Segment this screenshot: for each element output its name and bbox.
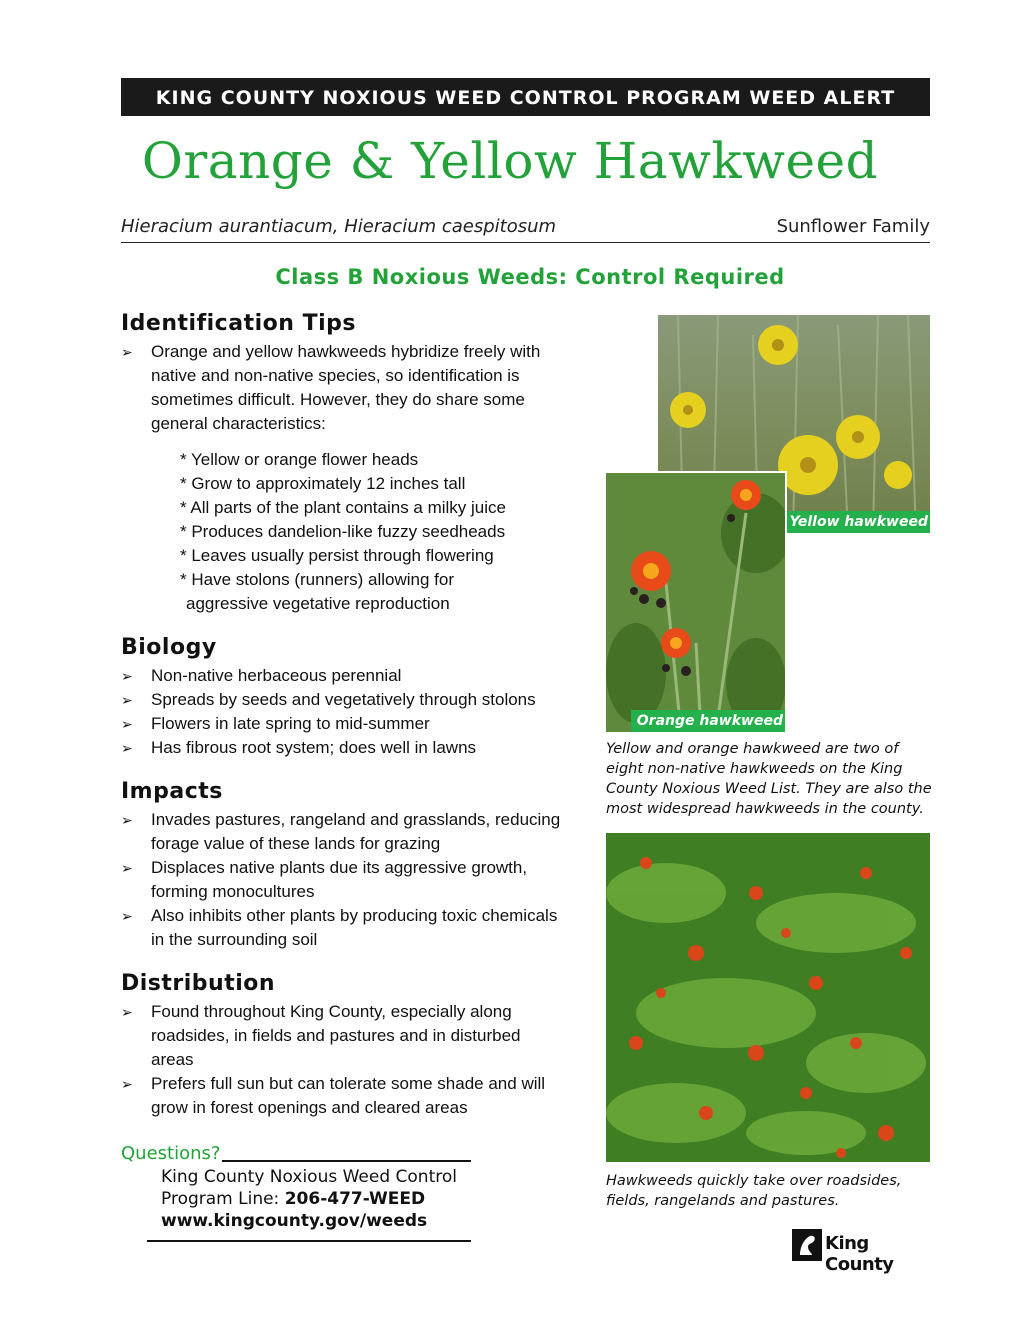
arrow-bullet-icon: ➢ xyxy=(121,692,133,708)
header-divider xyxy=(121,242,930,243)
distribution-list xyxy=(121,1000,561,1120)
list-item: * Leaves usually persist through flowering xyxy=(180,546,494,565)
list-item: aggressive vegetative reproduction xyxy=(186,594,450,613)
contact-block xyxy=(161,1166,457,1232)
list-item: * Grow to approximately 12 inches tall xyxy=(180,474,466,493)
list-item: ➢ Prefers full sun but can tolerate some shade and will grow in forest openings and cleared areas xyxy=(121,1074,546,1117)
list-item: ➢ Found throughout King County, especially along roadsides, in fields and pastures and in disturbed areas xyxy=(121,1002,521,1069)
page-title: Orange & Yellow Hawkweed xyxy=(141,132,879,190)
contact-phone: 206-477-WEED xyxy=(284,1189,426,1209)
list-item: ➢ Flowers in late spring to mid-summer xyxy=(121,712,581,736)
arrow-bullet-icon: ➢ xyxy=(121,860,133,876)
list-item: ➢ Has fibrous root system; does well in lawns xyxy=(121,736,581,760)
arrow-bullet-icon: ➢ xyxy=(121,812,133,828)
biology-heading: Biology xyxy=(121,635,217,660)
contact-url[interactable]: www.kingcounty.gov/weeds xyxy=(161,1211,428,1231)
arrow-bullet-icon: ➢ xyxy=(121,908,133,924)
list-item: * Produces dandelion-like fuzzy seedheads xyxy=(180,522,506,541)
list-item: ➢ Invades pastures, rangeland and grasslands, reducing forage value of these lands for grazing xyxy=(121,810,561,853)
scientific-name: Hieracium aurantiacum, Hieracium caespitosum xyxy=(121,216,557,237)
contact-phone-line: Program Line: 206-477-WEED xyxy=(161,1189,426,1209)
questions-rule xyxy=(222,1160,471,1162)
distribution-heading: Distribution xyxy=(121,971,276,996)
list-item: ➢ Also inhibits other plants by producing toxic chemicals in the surrounding soil xyxy=(121,906,558,949)
identification-heading: Identification Tips xyxy=(121,311,356,336)
yellow-photo-label: Yellow hawkweed xyxy=(784,511,930,533)
king-county-logo xyxy=(792,1229,932,1275)
field-hawkweed-photo xyxy=(606,833,930,1162)
list-item: ➢ Spreads by seeds and vegetatively through stolons xyxy=(121,688,581,712)
photo-caption-1: Yellow and orange hawkweed are two of eight non-native hawkweeds on the King County Noxious Weed List. They are also the most widespread hawkweeds in the county. xyxy=(606,741,932,817)
alert-banner: KING COUNTY NOXIOUS WEED CONTROL PROGRAM WEED ALERT xyxy=(121,78,930,116)
contact-bottom-rule xyxy=(147,1240,471,1242)
orange-hawkweed-photo xyxy=(606,471,787,732)
trait-list xyxy=(180,448,506,616)
plant-family: Sunflower Family xyxy=(776,216,930,237)
arrow-bullet-icon: ➢ xyxy=(121,344,133,360)
questions-label: Questions? xyxy=(121,1143,221,1164)
list-item: ➢ Orange and yellow hawkweeds hybridize freely with native and non-native species, so identification is sometimes difficult. However, they do share some general characteristics: xyxy=(121,342,541,433)
identification-list xyxy=(121,340,571,436)
photo-caption-2: Hawkweeds quickly take over roadsides, fields, rangelands and pastures. xyxy=(606,1173,902,1209)
biology-list xyxy=(121,664,581,760)
list-item: * All parts of the plant contains a milky juice xyxy=(180,498,506,517)
impacts-heading: Impacts xyxy=(121,779,223,804)
arrow-bullet-icon: ➢ xyxy=(121,668,133,684)
list-item: * Yellow or orange flower heads xyxy=(180,450,419,469)
class-line: Class B Noxious Weeds: Control Required xyxy=(275,265,785,289)
king-county-logo-text: King County xyxy=(825,1233,894,1275)
orange-photo-label: Orange hawkweed xyxy=(631,710,785,732)
king-county-logo-icon xyxy=(792,1229,822,1261)
list-item: ➢ Non-native herbaceous perennial xyxy=(121,664,581,688)
arrow-bullet-icon: ➢ xyxy=(121,716,133,732)
arrow-bullet-icon: ➢ xyxy=(121,1004,133,1020)
arrow-bullet-icon: ➢ xyxy=(121,740,133,756)
arrow-bullet-icon: ➢ xyxy=(121,1076,133,1092)
contact-org: King County Noxious Weed Control xyxy=(161,1167,457,1187)
impacts-list xyxy=(121,808,561,952)
list-item: * Have stolons (runners) allowing for xyxy=(180,570,455,589)
list-item: ➢ Displaces native plants due its aggressive growth, forming monocultures xyxy=(121,858,528,901)
